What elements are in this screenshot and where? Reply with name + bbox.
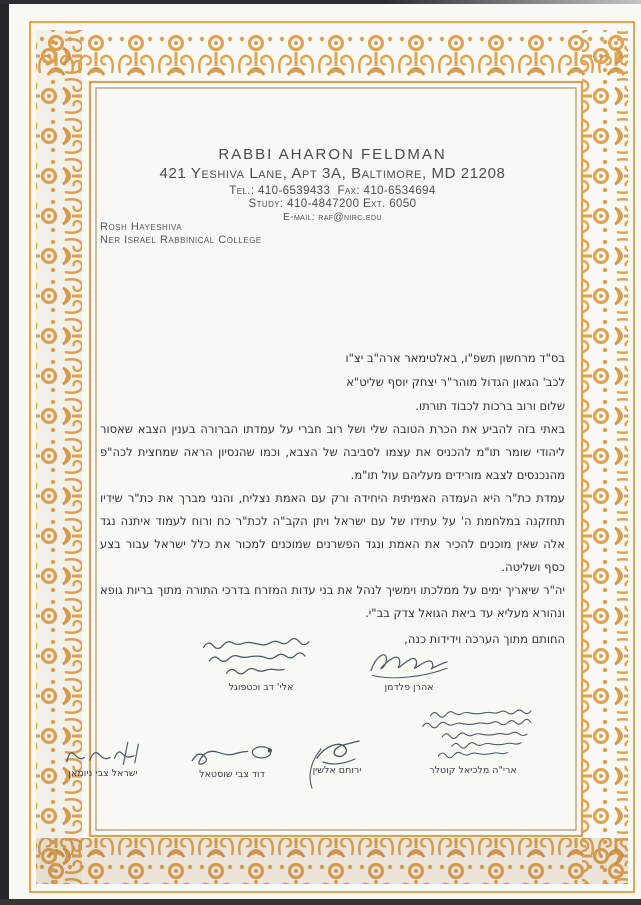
signature-block-neuman: [50, 738, 156, 779]
letter-paragraph-2: עמדת כת"ר היא העמדה האמיתית היחידה ורק עם האמת נצליח, והנני מברך את כת"ר שידיו תחזקנה במלחמת ה' על עתידו של עם ישראל ויתן הקב"ה לכת"ר כח ורוח לעמוד איתנה נגד אלה שאין מוכנים להכיר את האמת ונגד הפשרנים שמוכנים למכור את כלל ישראל עבור בצע כסף ושליטה.: [100, 491, 565, 574]
printed-name-wachtfogel: אלי' דב וכטפוגל: [228, 682, 294, 693]
sender-title-block: [100, 221, 262, 247]
olshin-signature-scribble: [301, 736, 373, 790]
printed-name-kotler: ארי"ה מלכיאל קוטלר: [429, 765, 517, 776]
greeting-line: שלום ורוב ברכות לכבוד תורתו.: [415, 399, 565, 413]
letterhead-address: 421 Yeshiva Lane, Apt 3A, Baltimore, MD 21208: [159, 165, 506, 182]
signature-block-feldman: [356, 648, 462, 693]
printed-name-neuman: ישראל צבי ניומאן: [68, 768, 138, 779]
signature-block-kotler: [398, 708, 548, 776]
sender-title: Rosh Hayeshiva: [100, 221, 183, 233]
letterhead: [100, 146, 565, 223]
letterhead-email: E-mail: raf@nirc.edu: [283, 212, 382, 223]
addressee-line: לכב' הגאון הגדול מוהר"ר יצחק יוסף שליט"א: [346, 375, 565, 389]
printed-name-schustal: דוד צבי שוסטאל: [199, 769, 265, 780]
letter-paragraph-1: באתי בזה להביע את הכרת הטובה שלי ושל רוב חברי על עמדתו הברורה בענין הצבא שאסור ליהודי שומר תו"מ להכניס את עצמו לסביבה של הצבא, וכמו שהנסיון הראה שמחצית לכה"פ מהנכנסים לצבא מורידים מעליהם עול תו"מ.: [100, 422, 565, 482]
letter-paragraph-3: יה"ר שיאריך ימים על ממלכתו וימשיך לנהל את בני עדות המזרח בדרכי התורה מתוך בריות גופא ונהורא מעליא עד ביאת הגואל צדק בב"י.: [100, 583, 565, 620]
printed-name-feldman: אהרן פלדמן: [384, 682, 434, 693]
letterhead-study-phone: Study: 410-4847200 Ext. 6050: [248, 198, 417, 210]
letterhead-name: RABBI AHARON FELDMAN: [218, 146, 447, 163]
printed-name-olshin: ירוחם אלשין: [312, 765, 362, 776]
letterhead-phone-fax: Tel.: 410-6539433 Fax: 410-6534694: [229, 185, 436, 197]
feldman-signature-scribble: [359, 648, 459, 682]
signature-block-olshin: [298, 736, 376, 776]
kotler-handwritten-note: [399, 708, 547, 764]
wachtfogel-signature-scribble: [195, 636, 327, 682]
sender-institution: Ner Israel Rabbinical College: [100, 234, 262, 246]
letter-body: [100, 346, 565, 651]
signature-block-wachtfogel: [195, 636, 327, 693]
closing-line: החותם מתוך הערכה וידידות כנה,: [404, 632, 565, 646]
schustal-signature-scribble: [185, 744, 279, 768]
signature-block-schustal: [182, 744, 282, 780]
neuman-signature-scribble: [56, 738, 151, 768]
date-line: בס"ד מרחשון תשפ"ו, באלטימאר ארה"ב יצ"ו: [345, 351, 565, 365]
